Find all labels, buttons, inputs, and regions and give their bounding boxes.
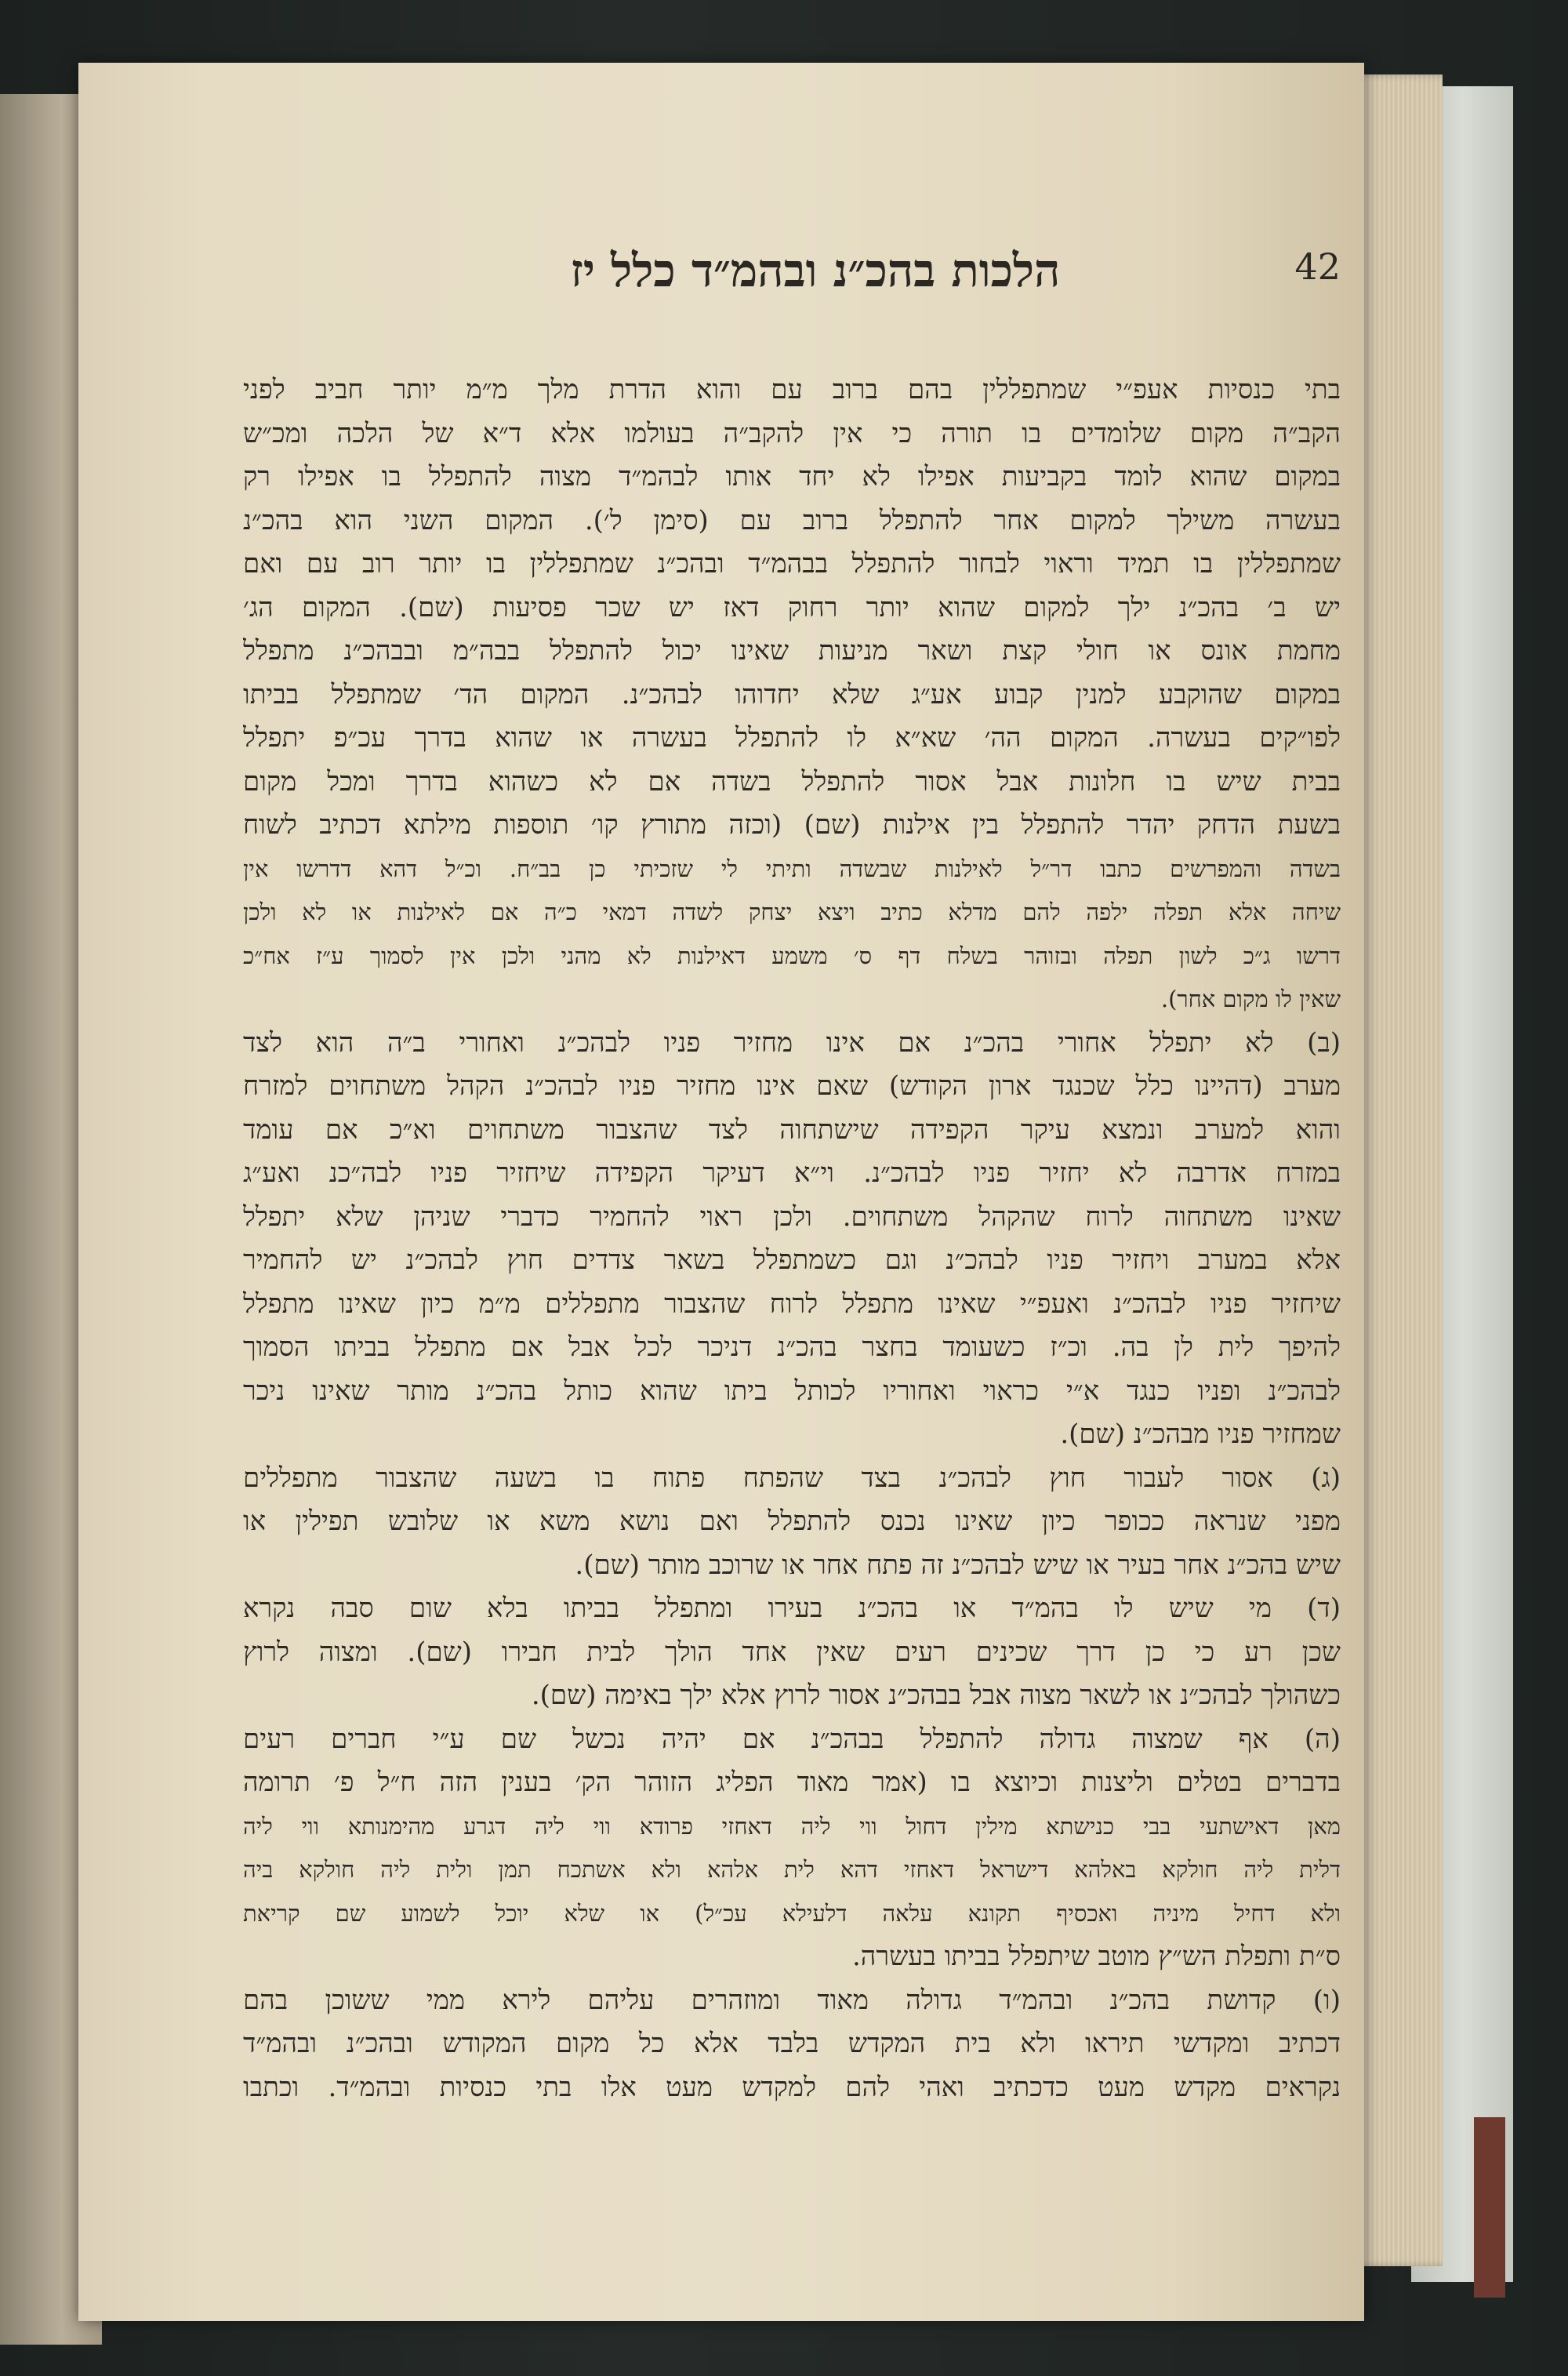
text-line: להיפך לית לן בה. וכ״ז כשעומד בחצר בהכ״נ דניכר לכל אבל אם מתפלל בביתו הסמוך (243, 1332, 1341, 1363)
text-line: והוא למערב ונמצא עיקר הקפידה שישתחוה לצד שהצבור משתחוים וא״כ אם עומד (243, 1114, 1341, 1146)
text-line: במקום שהוא לומד בקביעות אפילו לא יחד אותו לבהמ״ד מצוה להתפלל בו אפילו רק (243, 461, 1341, 492)
text-line: במזרח אדרבה לא יחזיר פניו לבהכ״נ. וי״א דעיקר הקפידה שיחזיר פניו לבה״כנ ואע״ג (243, 1157, 1341, 1189)
book-page (78, 63, 1364, 2321)
text-line: שאין לו מקום אחר). (1160, 986, 1341, 1012)
text-line: שמחזיר פניו מבהכ״נ (שם). (1060, 1419, 1341, 1450)
running-title: הלכות בהכ״נ ובהמ״ד כלל יז (570, 244, 1061, 297)
text-line: שיחה אלא תפלה ילפה להם מדלא כתיב ויצא יצחק לשדה דמאי כ״ה אם לאילנות או לא ולכן (243, 899, 1341, 925)
text-line: מחמת אונס או חולי קצת ושאר מניעות שאינו יכול להתפלל בבה״מ ובבהכ״נ מתפלל (243, 635, 1341, 667)
text-line: נקראים מקדש מעט כדכתיב ואהי להם למקדש מעט אלו בתי כנסיות ובהמ״ד. וכתבו (243, 2071, 1341, 2103)
text-line: בדברים בטלים וליצנות וכיוצא בו (אמר מאוד הפליג הזוהר הק׳ בענין הזה ח״ל פ׳ תרומה (243, 1767, 1341, 1798)
text-line: (ה) אף שמצוה גדולה להתפלל בבהכ״נ אם יהיה נכשל שם ע״י חברים רעים (243, 1723, 1341, 1755)
book-corner (1474, 2117, 1505, 2298)
text-line: (ג) אסור לעבור חוץ לבהכ״נ בצד שהפתח פתוח בו בשעה שהצבור מתפללים (243, 1462, 1341, 1494)
text-line: מערב (דהיינו כלל שכנגד ארון הקודש) שאם אינו מחזיר פניו לבהכ״נ הקהל משתחוים למזרח (243, 1070, 1341, 1102)
text-line: מפני שנראה ככופר כיון שאינו נכנס להתפלל ואם נושא משא או שלובש תפילין או (243, 1506, 1341, 1537)
text-line: בשדה והמפרשים כתבו דר״ל לאילנות שבשדה ותיתי לי שזכיתי כן בב״ח. וכ״ל דהא דדרשו אין (243, 855, 1341, 882)
text-line: שכן רע כי כן דרך שכינים רעים שאין אחד הולך לבית חבירו (שם). ומצוה לרוץ (243, 1636, 1341, 1668)
text-line: לפו״קים בעשרה. המקום הה׳ שא״א לו להתפלל בעשרה או שהוא בדרך עכ״פ יתפלל (243, 722, 1341, 754)
text-line: שיש בהכ״נ אחר בעיר או שיש לבהכ״נ זה פתח אחר או שרוכב מותר (שם). (575, 1549, 1341, 1581)
page-number: 42 (1294, 245, 1341, 288)
text-line: הקב״ה מקום שלומדים בו תורה כי אין להקב״ה בעולמו אלא ד״א של הלכה ומכ״ש (243, 417, 1341, 449)
text-line: אלא במערב ויחזיר פניו לבהכ״נ וגם כשמתפלל בשאר צדדים חוץ לבהכ״נ יש להחמיר (243, 1244, 1341, 1276)
text-line: דכתיב ומקדשי תיראו ולא בית המקדש בלבד אלא כל מקום המקודש ובהכ״נ ובהמ״ד (243, 2028, 1341, 2059)
text-line: כשהולך לבהכ״נ או לשאר מצוה אבל בבהכ״נ אסור לרוץ אלא ילך באימה (שם). (531, 1680, 1341, 1711)
text-line: שאינו משתחוה לרוח שהקהל משתחוים. ולכן ראוי להחמיר כדברי שניהן שלא יתפלל (243, 1201, 1341, 1233)
text-line: בעשרה משילך למקום אחר להתפלל ברוב עם (סימן ל׳). המקום השני הוא בהכ״נ (243, 504, 1341, 536)
text-line: דרשו ג״כ לשון תפלה ובזוהר בשלח דף ס׳ משמע דאילנות לא מהני ולכן אין לסמוך ע״ז אח״כ (243, 942, 1341, 969)
text-line: מאן דאישתעי בבי כנישתא מילין דחול ווי ליה דאחזי פרודא ווי ליה דגרע מהימנותא ווי ליה (243, 1812, 1341, 1840)
text-line: בתי כנסיות אעפ״י שמתפללין בהם ברוב עם והוא הדרת מלך מ״מ יותר חביב לפני (243, 374, 1341, 405)
text-line: בשעת הדחק יהדר להתפלל בין אילנות (שם) (וכזה מתורץ קו׳ תוספות מילתא דכתיב לשוח (243, 809, 1341, 841)
text-line: לבהכ״נ ופניו כנגד א״י כראוי ואחוריו לכותל ביתו שהוא כותל בהכ״נ מותר שאינו ניכר (243, 1375, 1341, 1407)
text-line: שמתפללין בו תמיד וראוי לבחור להתפלל בבהמ״ד ובהכ״נ שמתפללין בו יותר רוב עם ואם (243, 548, 1341, 579)
text-line: ס״ת ותפלת הש״ץ מוטב שיתפלל בביתו בעשרה. (852, 1941, 1341, 1972)
text-line: יש ב׳ בהכ״נ ילך למקום שהוא יותר רחוק דאז יש שכר פסיעות (שם). המקום הג׳ (243, 591, 1341, 623)
page-header (298, 220, 1341, 329)
text-line: (ד) מי שיש לו בהמ״ד או בהכ״נ בעירו ומתפלל בביתו בלא שום סבה נקרא (243, 1593, 1341, 1624)
text-line: דלית ליה חולקא באלהא דישראל דאחזי דהא לית אלהא ולא אשתכח תמן ולית ליה חולקא ביה (243, 1856, 1341, 1883)
text-line: במקום שהוקבע למנין קבוע אע״ג שלא יחדוהו לבהכ״נ. המקום הד׳ שמתפלל בביתו (243, 678, 1341, 710)
text-line: בבית שיש בו חלונות אבל אסור להתפלל בשדה אם לא כשהוא בדרך ומכל מקום (243, 765, 1341, 797)
text-line: (ו) קדושת בהכ״נ ובהמ״ד גדולה מאוד ומוזהרים עליהם לירא ממי ששוכן בהם (243, 1984, 1341, 2016)
text-line: ולא דחיל מיניה ואכסיף תקונא עלאה דלעילא עכ״ל) או שלא יוכל לשמוע שם קריאת (243, 1899, 1341, 1927)
page-body (243, 369, 1341, 2109)
text-line: (ב) לא יתפלל אחורי בהכ״נ אם אינו מחזיר פניו לבהכ״נ ואחורי ב״ה הוא לצד (243, 1026, 1341, 1059)
text-line: שיחזיר פניו לבהכ״נ ואעפ״י שאינו מתפלל לרוח שהצבור מתפללים מ״מ כיון שאינו מתפלל (243, 1288, 1341, 1320)
